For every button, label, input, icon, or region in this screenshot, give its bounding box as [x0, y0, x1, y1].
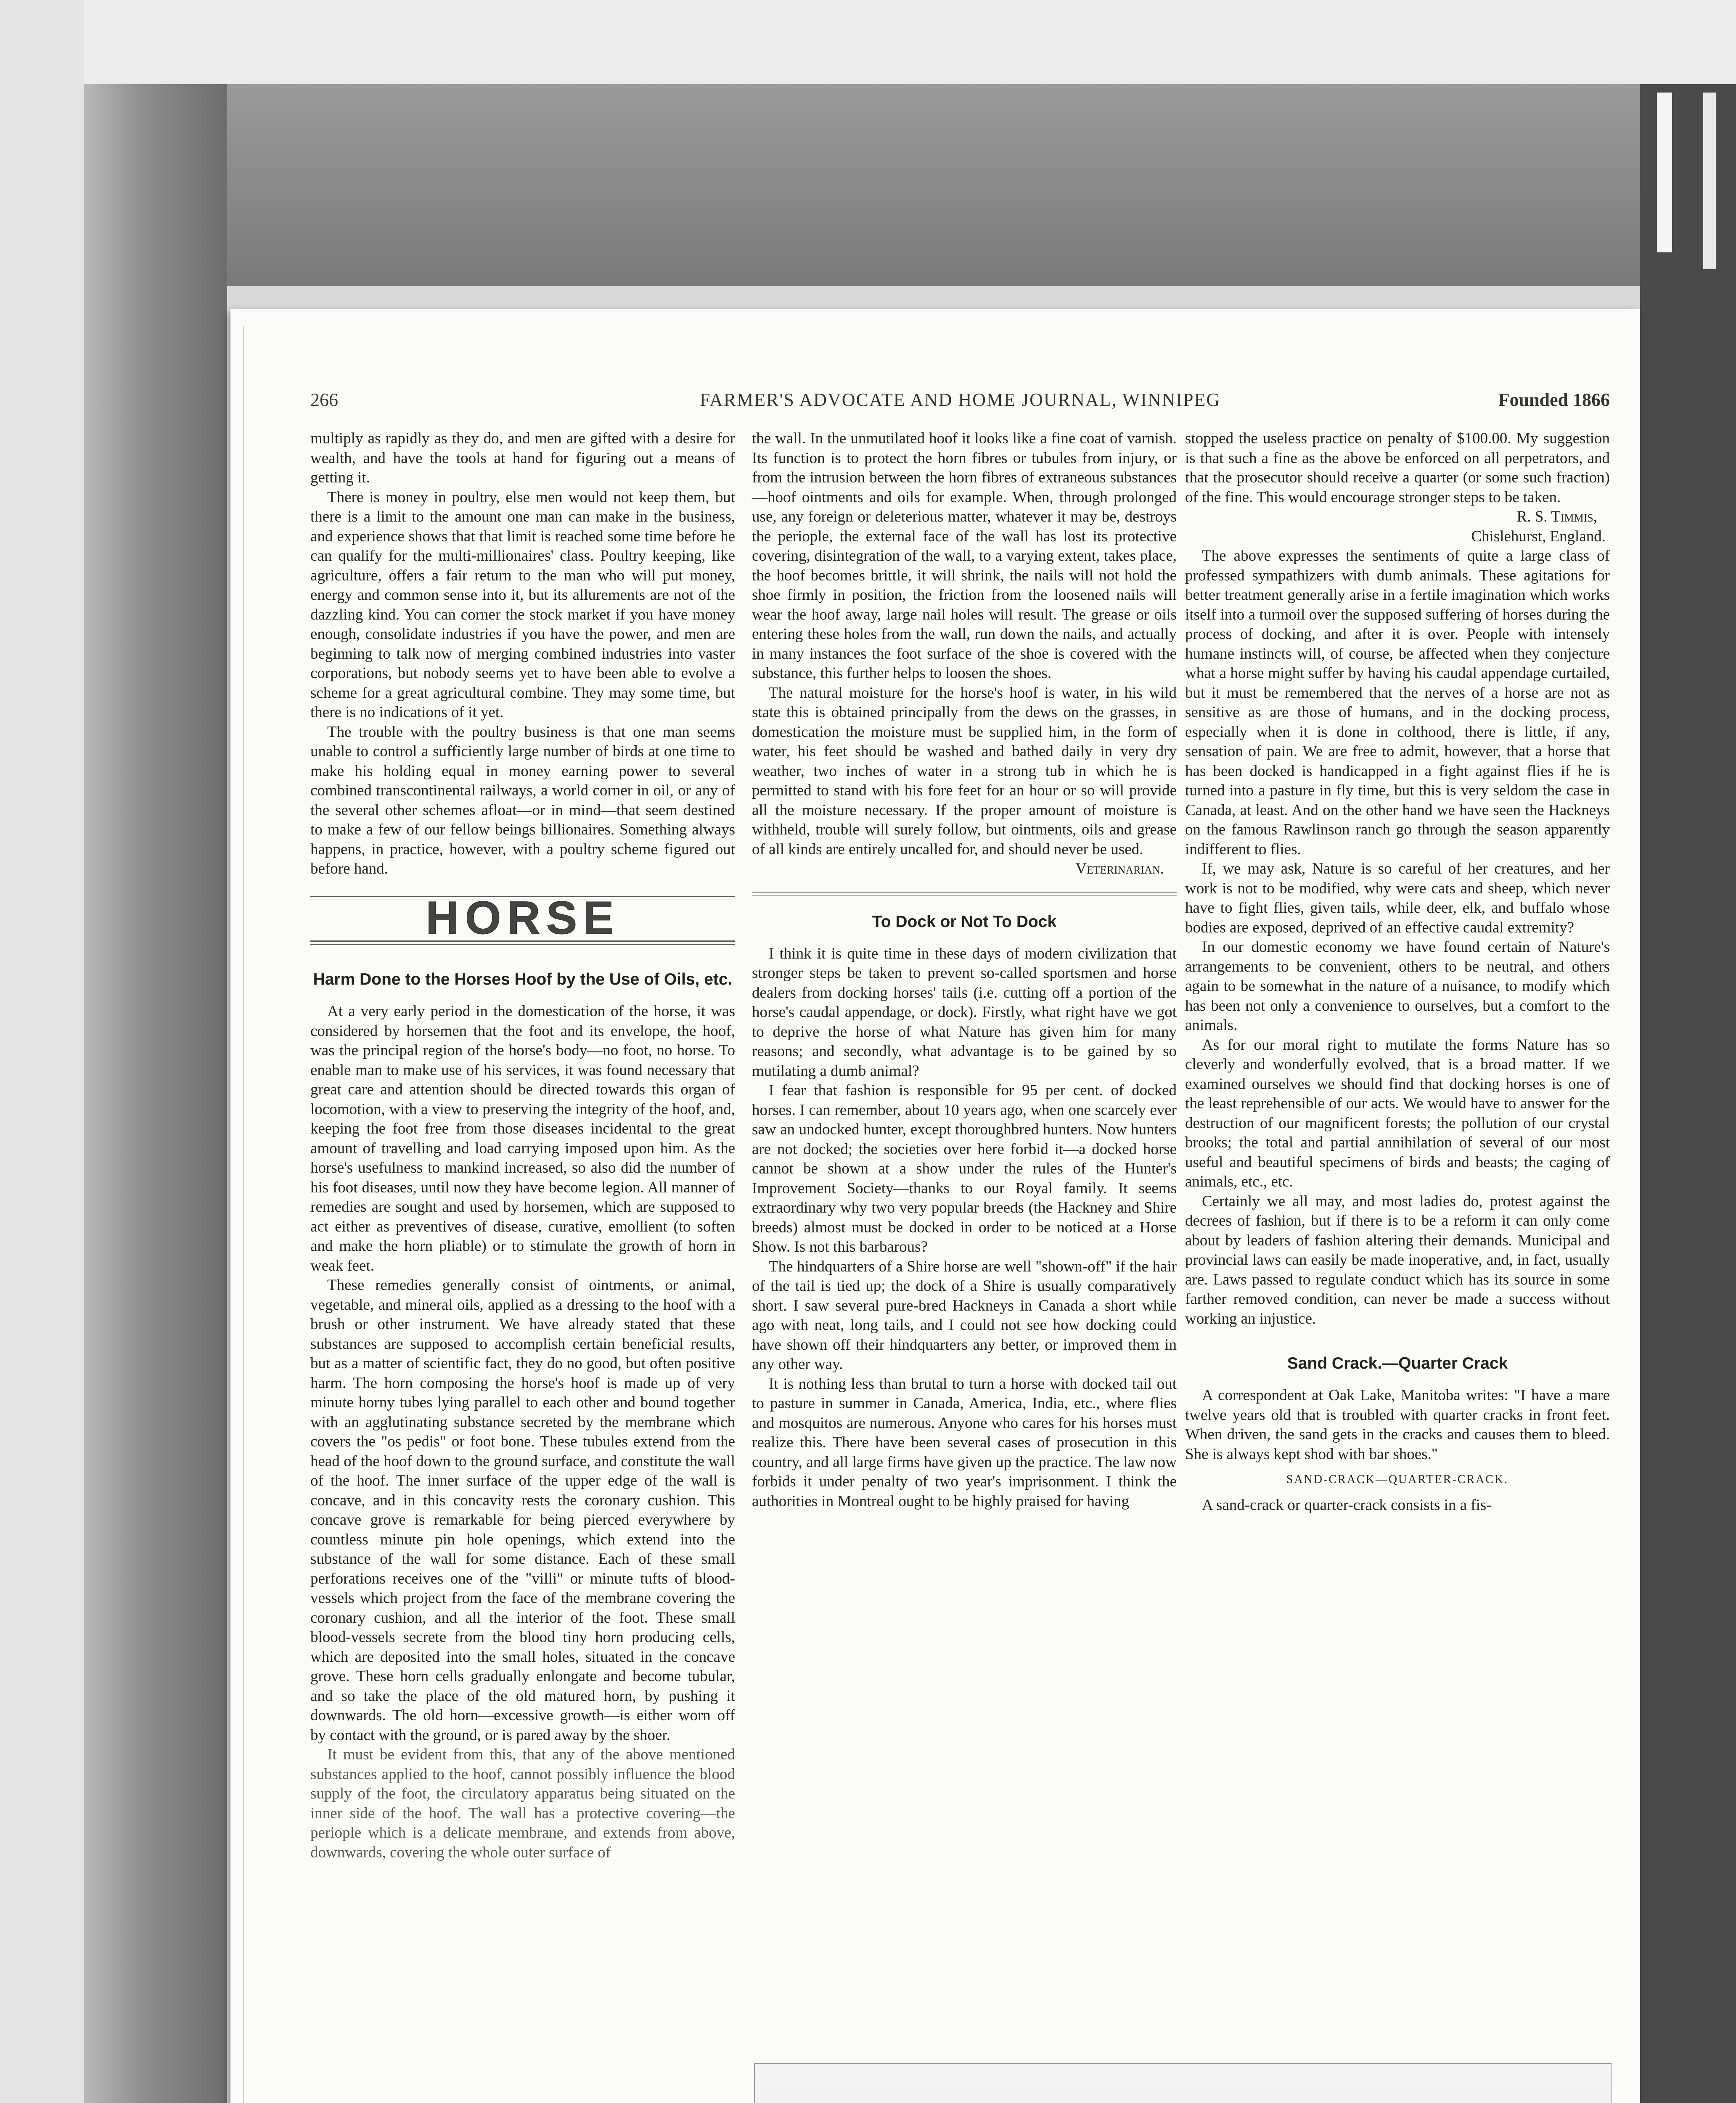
paragraph: The trouble with the poultry business is that one man seems unable to control a sufficiently large number of birds at one time to make his holding equal in money earning power to several combined transcontinental railways, a world corner in oil, or any of the several other schemes afloat—or in mind—that seem destined to make a few of our fellow beings billionaires. Something always happens, in practice, however, with a poultry scheme figured out before hand.	[310, 723, 735, 877]
section-title: HORSE	[426, 892, 620, 944]
newspaper-page	[230, 309, 1640, 2103]
paragraph: These remedies generally consist of ointments, or animal, vegetable, and mineral oils, applied as a dressing to the hoof with a brush or other instrument. We have already stated that these substances are supposed to accomplish certain beneficial results, but as a matter of scientific fact, they do no good, but often positive harm. The horn composing the horse's hoof is made up of very minute horny tubes lying parallel to each other and bound together with an agglutinating substance secreted by the membrane which covers the "os pedis" or foot bone. These tubules extend from the head of the hoof down to the ground surface, and constitute the wall of the hoof. The inner surface of the upper edge of the wall is concave, and in this concavity rests the coronary cushion. This concave grove is remarkable for being pierced everywhere by countless minute pin hole openings, which extend into the substance of the wall for some distance. Each of these small perforations receives one of the "villi" or minute tufts of blood-vessels which project from the face of the membrane covering the coronary cushion, and all the interior of the foot. These small blood-vessels secrete from the blood tiny horn producing cells, which are deposited into the small holes, situated in the concave grove. These horn cells gradually enlongate and become tubular, and so take the place of the old matured horn, by pushing it downwards. The old horn—excessive growth—is either worn off by contact with the ground, or is pared away by the shoer.	[310, 1277, 735, 1744]
paragraph: If, we may ask, Nature is so careful of her creatures, and her work is not to be modified, why were cats and sheep, which never have to fight flies, given tails, while deer, elk, and buffalo whose bodies are exposed, deprived of an effective caudal extremity?	[1185, 860, 1610, 936]
signature-name: R. S. Timmis,	[1516, 508, 1597, 525]
paragraph: The hindquarters of a Shire horse are well "shown-off" if the hair of the tail is tied up; the dock of a Shire is usually comparatively short. I saw several pure-bred Hackneys in Canada a short while ago with neat, long tails, and I could not see how docking could have shown off their hindquarters any better, or improved them in any other way.	[752, 1258, 1177, 1373]
signature-place: Chislehurst, England.	[1471, 527, 1606, 545]
paragraph: There is money in poultry, else men would not keep them, but there is a limit to the amount one man can make in the business, and experience shows that that limit is reached some time before he can qualify for the multi-millionaires' class. Poultry keeping, like agriculture, offers a fair return to the man who will put money, energy and common sense into it, but its allurements are not of the dazzling kind. You can corner the stock market if you have money enough, consolidate industries if you have the power, and men are beginning to talk now of merging combined industries into vaster corporations, but nobody seems yet to have been able to evolve a scheme for a great agricultural combine. They may some time, but there is no indications of it yet.	[310, 488, 735, 721]
scan-edge-highlight-2	[1703, 93, 1716, 269]
scan-background-left	[0, 0, 84, 2103]
scan-shadow-top	[84, 84, 1736, 286]
paragraph: In our domestic economy we have found certain of Nature's arrangements to be convenient, others to be neutral, and others again to be somewhat in the nature of a nuisance, to modify which has been not only a convenience to ourselves, but a comfort to the animals.	[1185, 938, 1610, 1034]
running-head	[310, 389, 1610, 414]
article-title: Sand Crack.—Quarter Crack	[1287, 1354, 1508, 1372]
scan-background-right	[1640, 84, 1736, 2103]
scan-edge-highlight	[1657, 93, 1672, 252]
paragraph: The above expresses the sentiments of quite a large class of professed sympathizers with dumb animals. These agitations for better treatment generally arise in a fertile imagination which works itself into a turmoil over the supposed suffering of horses during the process of docking, and after it is over. People with intensely humane instincts will, of course, be affected when they conjecture what a horse might suffer by having his caudal appendage curtailed, but it must be remembered that the nerves of a horse are not as sensitive as are those of humans, and in the docking process, especially when it is done in colthood, there is little, if any, sensation of pain. We are free to admit, however, that a horse that has been docked is handicapped in a fight against flies if he is turned into a pasture in fly time, but this is very seldom the case in Canada, at least. And on the other hand we have seen the Hackneys on the famous Rawlinson ranch go through the season apparently indifferent to flies.	[1185, 547, 1610, 858]
paragraph: It must be evident from this, that any of the above mentioned substances applied to the hoof, cannot possibly influence the blood supply of the foot, the circulatory apparatus being situated on the inner side of the hoof. The wall has a protective covering—the periople which is a delicate membrane, and extends from above, downwards, covering the whole outer surface of	[310, 1746, 735, 1861]
paragraph: the wall. In the unmutilated hoof it looks like a fine coat of varnish. Its function is to protect the horn fibres or tubules from injury, or from the intrusion between the horn fibres of extraneous substances—hoof ointments and oils for example. When, through prolonged use, any foreign or deleterious matter, whatever it may be, destroys the periople, the external face of the wall has lost its protective covering, disintegration of the wall, to a varying extent, takes place, the hoof becomes brittle, it will shrink, the nails will not hold the shoe firmly in position, the friction from the loosened nails will wear the hoof away, large nail holes will result. The grease or oils entering these holes from the wall, run down the nails, and actually in many instances the foot surface of the shoe is covered with the substance, this further helps to loosen the shoes.	[752, 430, 1177, 682]
paragraph: A correspondent at Oak Lake, Manitoba writes: "I have a mare twelve years old that is troubled with quarter cracks in front feet. When driven, the sand gets in the cracks and causes them to bleed. She is always kept shod with bar shoes."	[1185, 1387, 1610, 1463]
signature: Veterinarian.	[1075, 860, 1164, 877]
paragraph: A sand-crack or quarter-crack consists in a fis-	[1202, 1496, 1492, 1514]
scan-shadow-left	[84, 84, 227, 2103]
paragraph: It is nothing less than brutal to turn a horse with docked tail out to pasture in summer in Canada, America, India, etc., where flies and mosquitos are numerous. Anyone who cares for his horses must realize this. There have been several cases of prosecution in this country, and all large firms have given up the practice. The law now forbids it under penalty of two year's imprisonment. I think the authorities in Montreal ought to be highly praised for having	[752, 1375, 1177, 1510]
column-2	[752, 429, 1177, 1511]
page-number: 266	[310, 389, 338, 410]
paragraph: The natural moisture for the horse's hoof is water, in his wild state this is obtained principally from the dews on the grasses, in domestication the moisture must be supplied him, in the form of water, his feet should be washed and bathed daily in very dry weather, two inches of water in a strong tub in which he is permitted to stand with his fore feet for an hour or so will provide all the moisture necessary. If the proper amount of moisture is withheld, trouble will surely follow, but ointments, oils and grease of all kinds are entirely uncalled for, and should never be used.	[752, 684, 1177, 858]
founded-label: Founded 1866	[1498, 389, 1610, 410]
paragraph: multiply as rapidly as they do, and men are gifted with a desire for wealth, and have the tools at hand for figuring out a means of getting it.	[310, 430, 735, 486]
horses-illustration	[755, 2064, 1611, 2103]
column-3	[1185, 429, 1610, 1515]
paragraph: Certainly we all may, and most ladies do, protest against the decrees of fashion, but if there is to be a reform it can only come about by leaders of fashion altering their demands. Municipal and provincial laws can easily be made inoperative, and, in fact, usually are. Laws passed to regulate conduct which has its source in some farther removed condition, can never be made a success without working an injustice.	[1185, 1192, 1610, 1327]
paragraph: As for our moral right to mutilate the forms Nature has so cleverly and wonderfully evolved, that is a broad matter. If we examined ourselves we should find that docking horses is one of the least reprehensible of our acts. We would have to answer for the destruction of our magnificent forests; the pollution of our crystal brooks; the total and partial annihilation of several of our most useful and beautiful specimens of birds and beasts; the caging of animals, etc., etc.	[1185, 1036, 1610, 1190]
article-rule	[752, 892, 1177, 895]
paragraph: At a very early period in the domestication of the horse, it was considered by horsemen that the foot and its envelope, the hoof, was the principal region of the horse's body—no foot, no horse. To enable man to make use of his services, it was found necessary that great care and attention should be directed towards this organ of locomotion, with a view to preserving the integrity of the hoof, and, keeping the foot free from those diseases incidental to the great amount of travelling and load carrying imposed upon him. As the horse's usefulness to mankind increased, so also did the number of his foot diseases, until now they have become legion. All manner of remedies are sought and used by horsemen, which are supposed to act either as preventives of disease, curative, emollient (to soften and make the horn pliable) or to stimulate the growth of horn in weak feet.	[310, 1003, 735, 1274]
paragraph: I fear that fashion is responsible for 95 per cent. of docked horses. I can remember, about 10 years ago, when one scarcely ever saw an undocked hunter, except thoroughbred hunters. Now hunters are not docked; the societies over here forbid it—a docked horse cannot be shown at a show under the rules of the Hunter's Improvement Society—thanks to our Royal family. It seems extraordinary why two very popular breeds (the Hackney and Shire breeds) almost must be docked in order to be noticed at a Horse Show. Is not this barbarous?	[752, 1082, 1177, 1255]
article-title: To Dock or Not To Dock	[872, 912, 1057, 931]
article-title: Harm Done to the Horses Hoof by the Use of Oils, etc.	[313, 970, 733, 988]
column-1	[310, 429, 735, 1862]
scan-background-top	[0, 0, 1736, 84]
paragraph: stopped the useless practice on penalty of $100.00. My suggestion is that such a fine as the above be enforced on all perpetrators, and that the prosecutor should receive a quarter (or some such fraction) of the fine. This would encourage stronger steps to be taken.	[1185, 430, 1610, 506]
article-subhead: SAND-CRACK—QUARTER-CRACK.	[1286, 1473, 1509, 1486]
paragraph: I think it is quite time in these days of modern civilization that stronger steps be taken to prevent so-called sportsmen and horse dealers from docking horses' tails (i.e. cutting off a portion of the horse's caudal appendage, or dock). Firstly, what right have we got to deprive the horse of what Nature has given him for many reasons; and secondly, what advantage is to be gained by so mutilating a dumb animal?	[752, 945, 1177, 1080]
publication-title: FARMER'S ADVOCATE AND HOME JOURNAL, WINNIPEG	[699, 389, 1221, 410]
horses-photograph	[754, 2063, 1612, 2103]
